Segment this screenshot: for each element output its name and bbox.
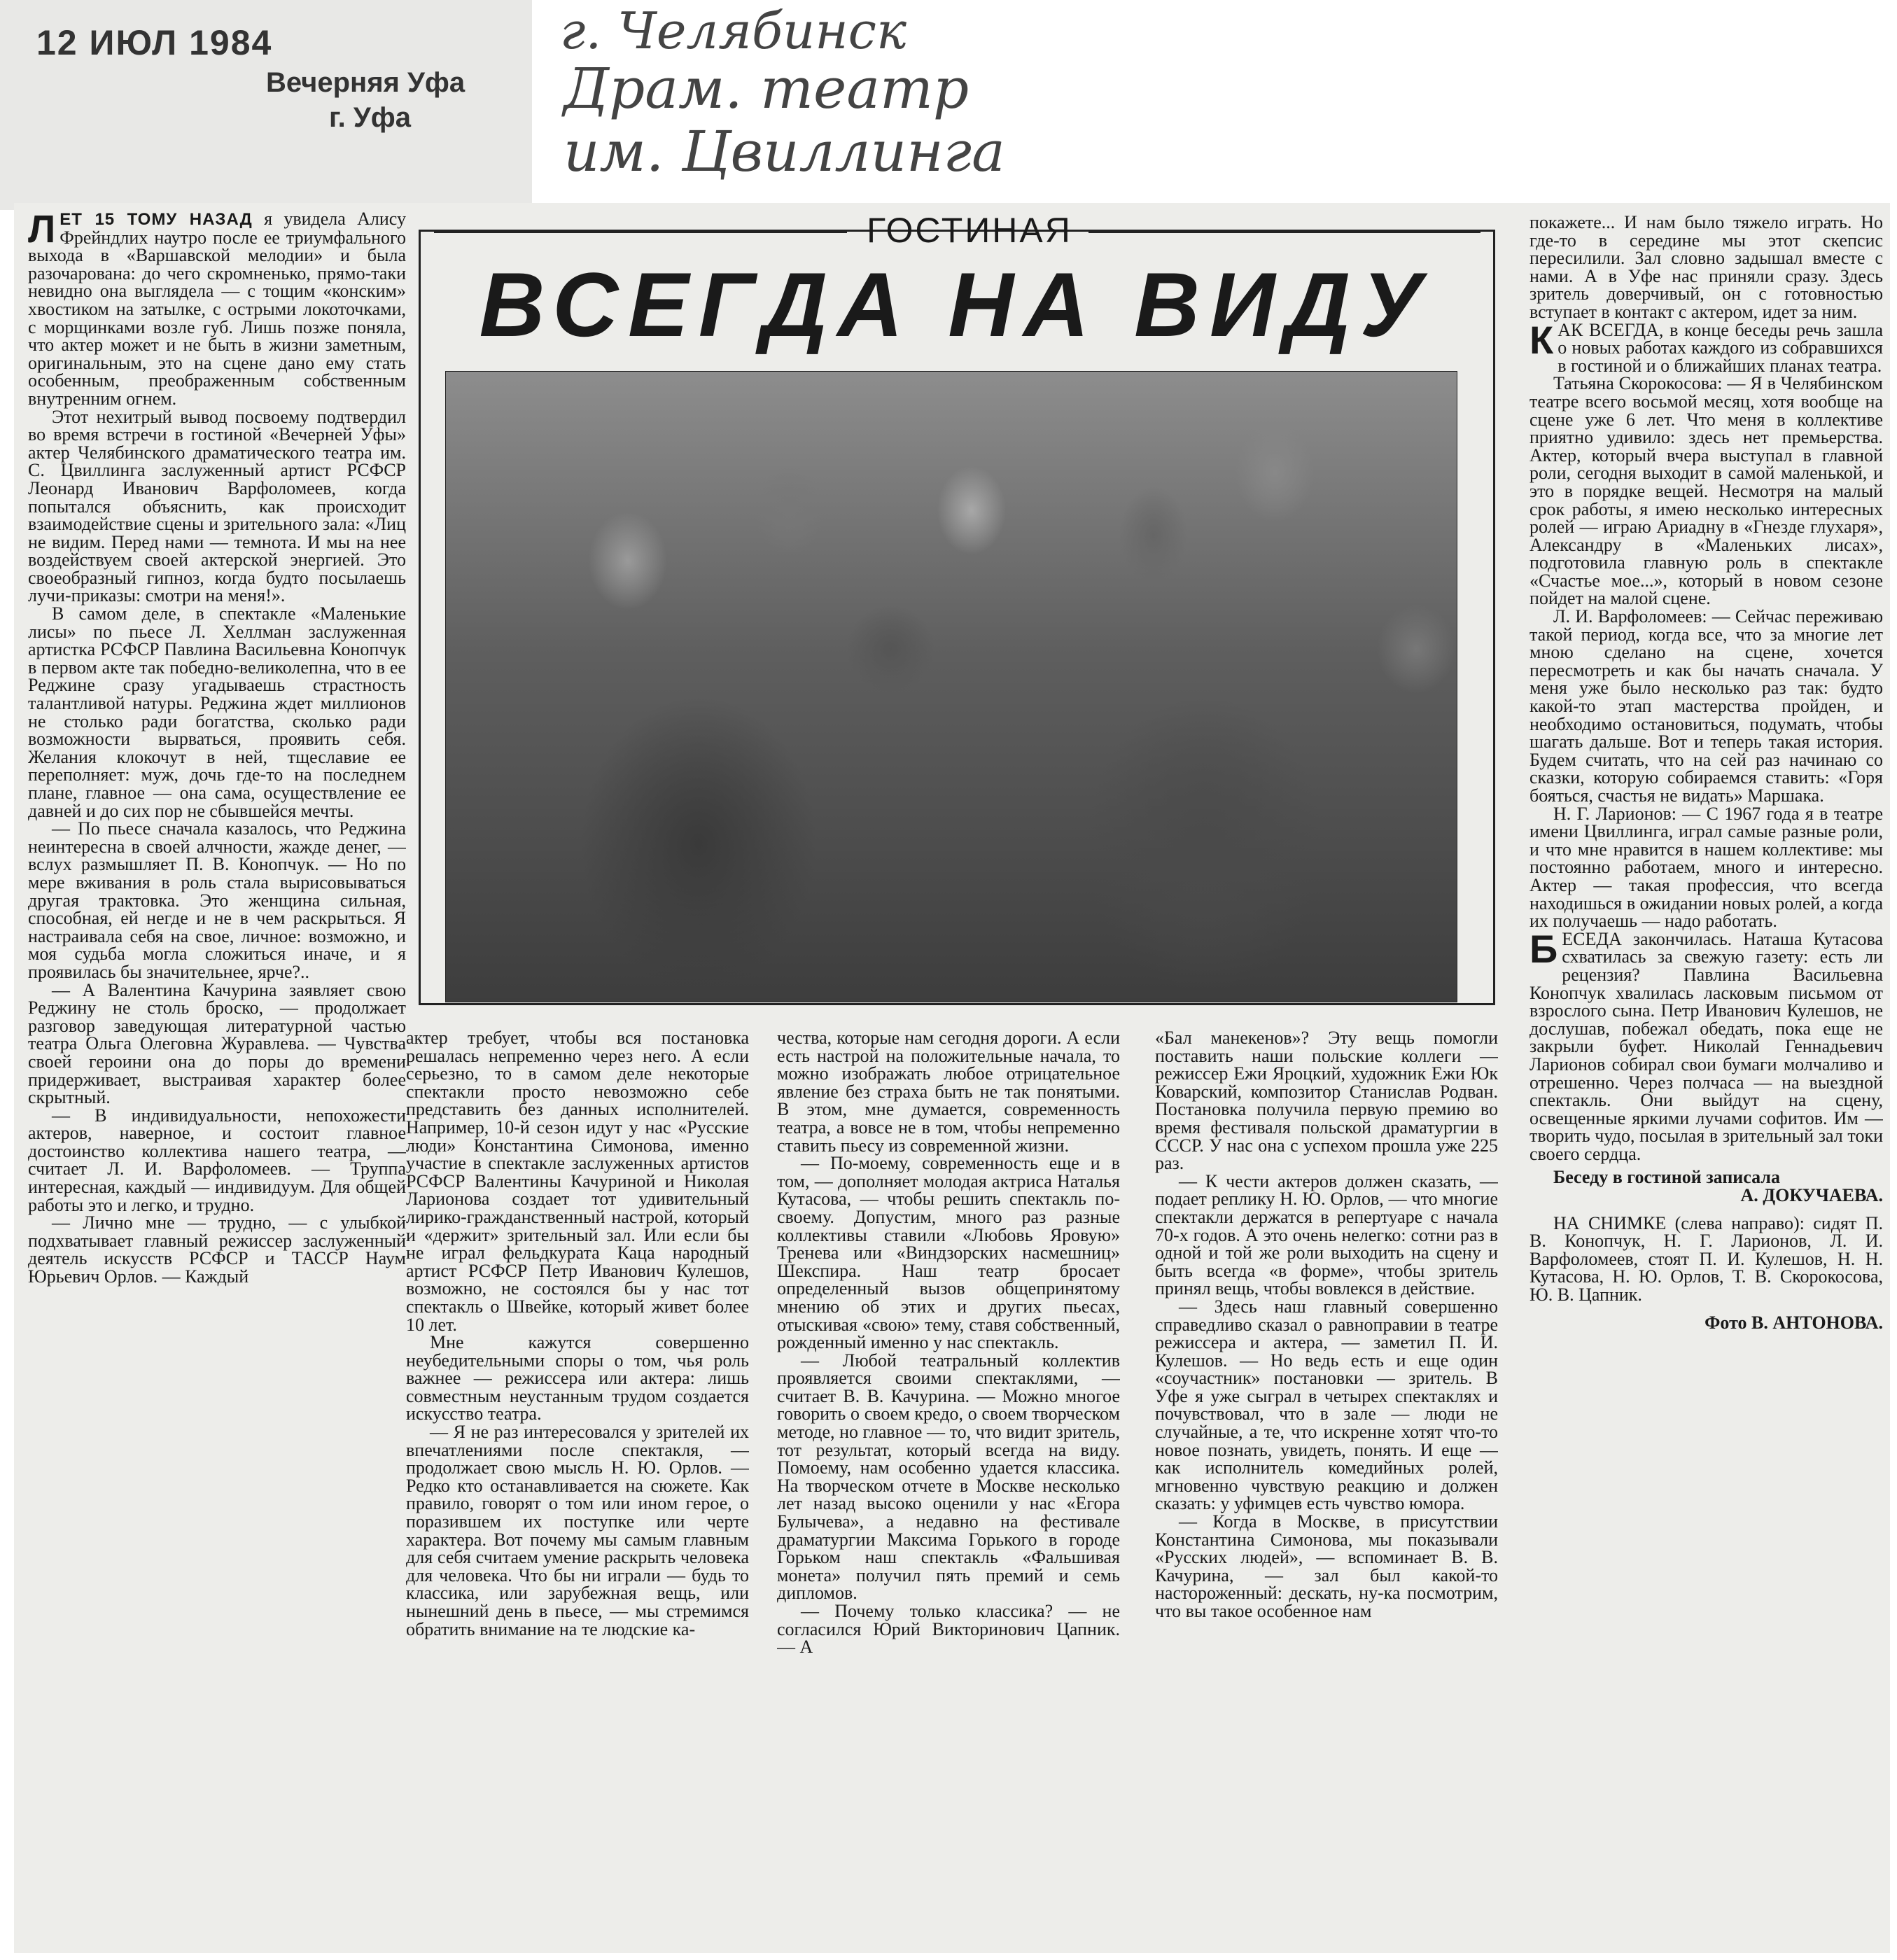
rubric-label: ГОСТИНАЯ: [867, 211, 1072, 250]
paragraph: Н. Г. Ларионов: — С 1967 года я в театре имени Цвиллинга, играл самые разные роли, и что мне нравится в нашем коллективе: мы постоянно работаем, много и интересно. Актер — такая профессия, что всегда находишься в ожидании новых ролей, а когда их получаешь — надо работать.: [1530, 803, 1883, 932]
group-photo: [445, 371, 1457, 1002]
drop-cap: К: [1530, 317, 1554, 362]
paragraph: — Почему только классика? — не согласился Юрий Викторинович Цапник. — А: [777, 1601, 1120, 1658]
paragraph: «Бал манекенов»? Эту вещь помогли поставить наши польские коллеги — режиссер Ежи Яроцкий, художник Ежи Юк Коварский, композитор Станислав Родван. Постановка получила первую премию во время фестиваля польской драматургии в СССР. У нас она с успехом прошла уже 225 раз.: [1155, 1029, 1498, 1174]
handwritten-city: г. Челябинск: [560, 1, 906, 60]
paragraph: актер требует, чтобы вся постановка решалась непременно через него. А если серьезно, то в самом деле некоторые спектакли просто невозможно себе представить без данных исполнителей. Например, 10-й сезон идут у нас «Русские люди» Константина Симонова, именно участие в спектакле заслуженных артистов РСФСР Валентины Качуриной и Николая Ларионова создает тот удивительный лирико-гражданственный настрой, который и «держит» зрительный зал. Или если бы не играл фельдкурата Каца народный артист РСФСР Петр Иванович Кулешов, возможно, не состоялся бы у нас тот спектакль о Швейке, который живет более 10 лет.: [406, 1029, 749, 1335]
article-column-1: ЛЕТ 15 ТОМУ НАЗАД я увидела Алису Фрейндлих наутро после ее триумфального выхода в «Варшавской мелодии» и была разочарована: до чего скромненько, прямо-таки невидно она выглядела — с тощим «конским» хвостиком на затылке, с острыми локоточками, с морщинками возле губ. Лишь позже поняла, что актер может и не быть в жизни заметным, оригинальным, это на сцене дано ему стать особенным, преображенным собственным внутренним огнем. Этот нехитрый вывод посвоему подтвердил во время встречи в гостиной «Вечерней Уфы» актер Челябинского драматического театра им. С. Цвиллинга заслуженный артист РСФСР Леонард Иванович Варфоломеев, когда попытался объяснить, как происходит взаимодействие сцены и зрительного зала: «Лиц не видим. Перед нами — темнота. И мы на нее воздействуем своей актерской энергией. Это своеобразный гипноз, когда будто посылаешь лучи-приказы: смотри на меня!». В самом деле, в спектакле «Маленькие лисы» по пьесе Л. Хеллман заслуженная артистка РСФСР Павлина Васильевна Конопчук в первом акте так победно-великолепна, что в ее Реджине сразу угадываешь страстность талантливой натуры. Реджина ждет миллионов не столько ради богатства, сколько ради возможности вырваться, проявить себя. Желания клокочут в ней, тщеславие ее переполняет: муж, дочь где-то на последнем плане, главное — она сама, осуществление ее давней и до сих пор не сбывшейся мечты. — По пьесе сначала казалось, что Реджина неинтересна в своей алчности, жажде денег, — вслух размышляет П. В. Конопчук. — Но по мере вживания в роль стала вырисовываться другая трактовка. Это женщина сильная, способная, ей негде и не в чем раскрыться. Я настраивала себя на свое, личное: возможно, и моя судьба могла сложиться иначе, и я проявилась бы значительнее, ярче?.. — А Валентина Качурина заявляет свою Реджину не столь броско, — продолжает разговор заведующая литературной частью театра Ольга Олеговна Журавлева. — Чувства своей героини она до поры до времени придерживает, выстраивая характер более скрытный. — В индивидуальности, непохожести актеров, наверное, и состоит главное достоинство коллектива нашего театра, — считает Л. И. Варфоломеев. — Труппа интересная, каждый — индивидуум. Для общей работы это и легко, и трудно. — Лично мне — трудно, — с улыбкой подхватывает главный режиссер заслуженный деятель искусств РСФСР и ТАССР Наум Юрьевич Орлов. — Каждый: [28, 210, 406, 1287]
paragraph: чества, которые нам сегодня дороги. А если есть настрой на положительные начала, то можно изображать любое отрицательное явление без страха быть не так понятыми. В этом, мне думается, современность театра, а вовсе не в том, чтобы непременно ставить пьесу из современной жизни.: [777, 1029, 1120, 1156]
paragraph: В самом деле, в спектакле «Маленькие лисы» по пьесе Л. Хеллман заслуженная артистка РСФСР Павлина Васильевна Конопчук в первом акте так победно-великолепна, что в ее Реджине сразу угадываешь страстность талантливой натуры. Реджина ждет миллионов не столько ради богатства, сколько ради возможности вырваться, проявить себя. Желания клокочут в ней, тщеславие ее переполняет: муж, дочь где-то на последнем плане, главное — она сама, осуществление ее давней и до сих пор не сбывшейся мечты.: [28, 603, 406, 821]
article-column-3: [777, 1029, 1120, 1939]
article-column-4: [1155, 1029, 1498, 1939]
paragraph: — К чести актеров должен сказать, — подает реплику Н. Ю. Орлов, — что многие спектакли держатся в репертуаре с начала 70-х годов. А это очень нелегко: сотни раз в одной и той же роли выходить на сцену и быть всегда «в форме», чтобы зритель принял вещь, чтобы вовлекся в действие.: [1155, 1170, 1498, 1299]
paragraph: — Лично мне — трудно, — с улыбкой подхватывает главный режиссер заслуженный деятель искусств РСФСР и ТАССР Наум Юрьевич Орлов. — Каждый: [28, 1212, 406, 1287]
stamp-city: г. Уфа: [329, 102, 412, 133]
stamp-date: 12 ИЮЛ 1984: [36, 23, 273, 62]
paragraph: Этот нехитрый вывод посвоему подтвердил во время встречи в гостиной «Вечерней Уфы» актер Челябинского драматического театра им. С. Цвиллинга заслуженный артист РСФСР Леонард Иванович Варфоломеев, когда попытался объяснить, как происходит взаимодействие сцены и зрительного зала: «Лиц не видим. Перед нами — темнота. И мы на нее воздействуем своей актерской энергией. Это своеобразный гипноз, когда будто посылаешь лучи-приказы: смотри на меня!».: [28, 406, 406, 606]
article-column-5: покажете... И нам было тяжело играть. Но где-то в середине мы этот скепсис пересилили. Зал словно задышал вместе с нами. А в Уфе нас приняли сразу. Здесь зритель доверчивый, он с готовностью вступает в контакт с актером, идет за ним. КАК ВСЕГДА, в конце беседы речь зашла о новых работах каждого из собравшихся в гостиной и о ближайших планах театра. Татьяна Скорокосова: — Я в Челябинском театре всего восьмой месяц, хотя вообще на сцене уже 6 лет. Что меня в коллективе приятно удивило: здесь нет премьерства. Актер, который вчера выступал в главной роли, сегодня выходит в самой маленькой, и это в порядке вещей. Несмотря на малый срок работы, я имею несколько интересных ролей — играю Ариадну в «Гнезде глухаря», Александру в «Маленьких лисах», подготовила главную роль в спектакле «Счастье мое...», который в новом сезоне пойдет на малой сцене. Л. И. Варфоломеев: — Сейчас переживаю такой период, когда все, что за многие лет мною сделано на сцене, хочется пересмотреть и как бы начать сначала. У меня уже было несколько раз так: будто какой-то этап мастерства пройден, и необходимо остановиться, подумать, чтобы шагать дальше. Вот и теперь такая история. Будем считать, что на сей раз начинаю со сказки, которую собираемся ставить: «Горя бояться, счастья не видать» Маршака. Н. Г. Ларионов: — С 1967 года я в театре имени Цвиллинга, играл самые разные роли, и что мне нравится в нашем коллективе: мы постоянно работаем, много и интересно. Актер — такая профессия, что всегда находишься в ожидании новых ролей, а когда их получаешь — надо работать. БЕСЕДА закончилась. Наташа Кутасова схватилась за свежую газету: есть ли рецензия? Павлина Васильевна Конопчук хвалилась ласковым письмом от взрослого сына. Петр Иванович Кулешов, не дослушав, побежал обедать, пока еще не закрыли буфет. Николай Геннадьевич Ларионов собирал свои бумаги молчаливо и отрешенно. Через полчаса — на выездной спектакль. Они выйдут на сцену, освещенные яркими лучами софитов. Им — творить чудо, посылая в зрительный зал токи своего сердца. Беседу в гостиной записала А. ДОКУЧАЕВА. НА СНИМКЕ (слева направо): сидят П. В. Конопчук, Н. Г. Ларионов, Л. И. Варфоломеев, стоят П. И. Кулешов, Н. Н. Кутасова, Н. Ю. Орлов, Т. В. Скорокосова, Ю. В. Цапник. Фото В. АНТОНОВА.: [1530, 214, 1883, 1333]
paragraph: Мне кажутся совершенно неубедительными споры о том, чья роль важнее — режиссера или актера: лишь совместным неустанным трудом создается искусство театра.: [406, 1332, 749, 1424]
handwritten-theatre: Драм. театр: [564, 56, 969, 121]
byline-label: Беседу в гостиной записала: [1553, 1167, 1780, 1188]
paragraph: — А Валентина Качурина заявляет свою Реджину не столь броско, — продолжает разговор заведующая литературной частью театра Ольга Олеговна Журавлева. — Чувства своей героини она до поры до времени придерживает, выстраивая характер более скрытный.: [28, 979, 406, 1108]
paragraph: — В индивидуальности, непохожести актеров, наверное, и состоит главное достоинство коллектива нашего театра, — считает Л. И. Варфоломеев. — Труппа интересная, каждый — индивидуум. Для общей работы это и легко, и трудно.: [28, 1105, 406, 1215]
drop-cap: Л: [28, 210, 56, 251]
paragraph: покажете... И нам было тяжело играть. Но где-то в середине мы этот скепсис пересилили. Зал словно задышал вместе с нами. А в Уфе нас приняли сразу. Здесь зритель доверчивый, он с готовностью вступает в контакт с актером, идет за ним.: [1530, 214, 1883, 322]
headline: ВСЕГДА НА ВИДУ: [479, 253, 1432, 356]
byline-author: А. ДОКУЧАЕВА.: [1740, 1185, 1883, 1206]
drop-cap: Б: [1530, 926, 1558, 971]
paragraph: — Любой театральный коллектив проявляется своими спектаклями, — считает В. В. Качурина. — Можно многое говорить о своем кредо, о своем творческом методе, но главное — то, что видит зритель, тот результат, который всегда на виду. Помоему, нам особенно удается классика. На творческом отчете в Москве несколько лет назад высоко оценили у нас «Егора Булычева», а недавно на фестивале драматургии Максима Горького в городе Горьком наш спектакль «Фальшивая монета» получил пять премий и семь дипломов.: [777, 1350, 1120, 1604]
paragraph: — По пьесе сначала казалось, что Реджина неинтересна в своей алчности, жажде денег, — вслух размышляет П. В. Конопчук. — Но по мере вживания в роль стала вырисовываться другая трактовка. Это женщина сильная, способная, ей негде и не в чем раскрыться. Я настраивала себя на свое, личное: возможно, и моя судьба могла сложиться иначе, и я проявилась бы значительнее, ярче?..: [28, 818, 406, 982]
paragraph: Л. И. Варфоломеев: — Сейчас переживаю такой период, когда все, что за многие лет мною сделано на сцене, хочется пересмотреть и как бы начать сначала. У меня уже было несколько раз так: будто какой-то этап мастерства пройден, и необходимо остановиться, подумать, чтобы шагать дальше. Вот и теперь такая история. Будем считать, что на сей раз начинаю со сказки, которую собираемся ставить: «Горя бояться, счастья не видать» Маршака.: [1530, 606, 1883, 806]
rubric-rule-right: [1088, 231, 1480, 233]
paragraph: — Я не раз интересовался у зрителей их впечатлениями после спектакля, — продолжает свою мысль Н. Ю. Орлов. — Редко кто останавливается на сюжете. Как правило, говорят о том или ином герое, о поразившем их поступке или черте характера. Вот почему мы самым главным для себя считаем умение раскрыть человека для человека. Что бы ни играли — будь то классика, или зарубежная вещь, или нынешний день в пьесе, — мы стремимся обратить внимание на те людские ка-: [406, 1422, 749, 1639]
photo-credit: Фото В. АНТОНОВА.: [1704, 1312, 1883, 1333]
lead-in: ЕТ 15 ТОМУ НАЗАД: [59, 210, 253, 229]
paragraph: — Когда в Москве, в присутствии Константина Симонова, мы показывали «Русских людей», — вспоминает В. В. Качурина, — зал был какой-то настороженный: дескать, ну-ка посмотрим, что вы такое особенное нам: [1155, 1511, 1498, 1621]
paragraph: — Здесь наш главный совершенно справедливо сказал о равноправии в театре режиссера и актера, — заметил П. И. Кулешов. — Но ведь есть и еще один «соучастник» постановки — зритель. В Уфе я уже сыграл в четырех спектаклях и почувствовал, что в зале — люди не случайные, а те, что искренне хотят что-то новое познать, увидеть, понять. И еще — как исполнитель комедийных ролей, мгновенно чувствую реакцию и должен сказать: у уфимцев есть чувство юмора.: [1155, 1296, 1498, 1514]
article-column-2: [406, 1029, 749, 1939]
stamp-paper: Вечерняя Уфа: [266, 67, 465, 98]
photo-caption: НА СНИМКЕ (слева направо): сидят П. В. Конопчук, Н. Г. Ларионов, Л. И. Варфоломеев, стоят П. И. Кулешов, Н. Н. Кутасова, Н. Ю. Орлов, Т. В. Скорокосова, Ю. В. Цапник.: [1530, 1212, 1883, 1306]
rubric-rule-left: [434, 231, 847, 233]
paragraph: Татьяна Скорокосова: — Я в Челябинском театре всего восьмой месяц, хотя вообще на сцене уже 6 лет. Что меня в коллективе приятно удивило: здесь нет премьерства. Актер, который вчера выступал в главной роли, сегодня выходит в самой маленькой, и это в порядке вещей. Несмотря на малый срок работы, я имею несколько интересных ролей — играю Ариадну в «Гнезде глухаря», Александру в «Маленьких лисах», подготовила главную роль в спектакле «Счастье мое...», который в новом сезоне пойдет на малой сцене.: [1530, 373, 1883, 609]
paragraph: — По-моему, современность еще и в том, — дополняет молодая актриса Наталья Кутасова, — чтобы решить спектакль по-своему. Допустим, много раз разные коллективы ставили «Любовь Яровую» Тренева или «Виндзорских насмешниц» Шекспира. Наш театр бросает определенный вызов общепринятому мнению об этих и других пьесах, отыскивая «свою» тему, ставя собственный, рожденный именно у нас спектакль.: [777, 1153, 1120, 1353]
handwritten-name: им. Цвиллинга: [564, 119, 1005, 184]
